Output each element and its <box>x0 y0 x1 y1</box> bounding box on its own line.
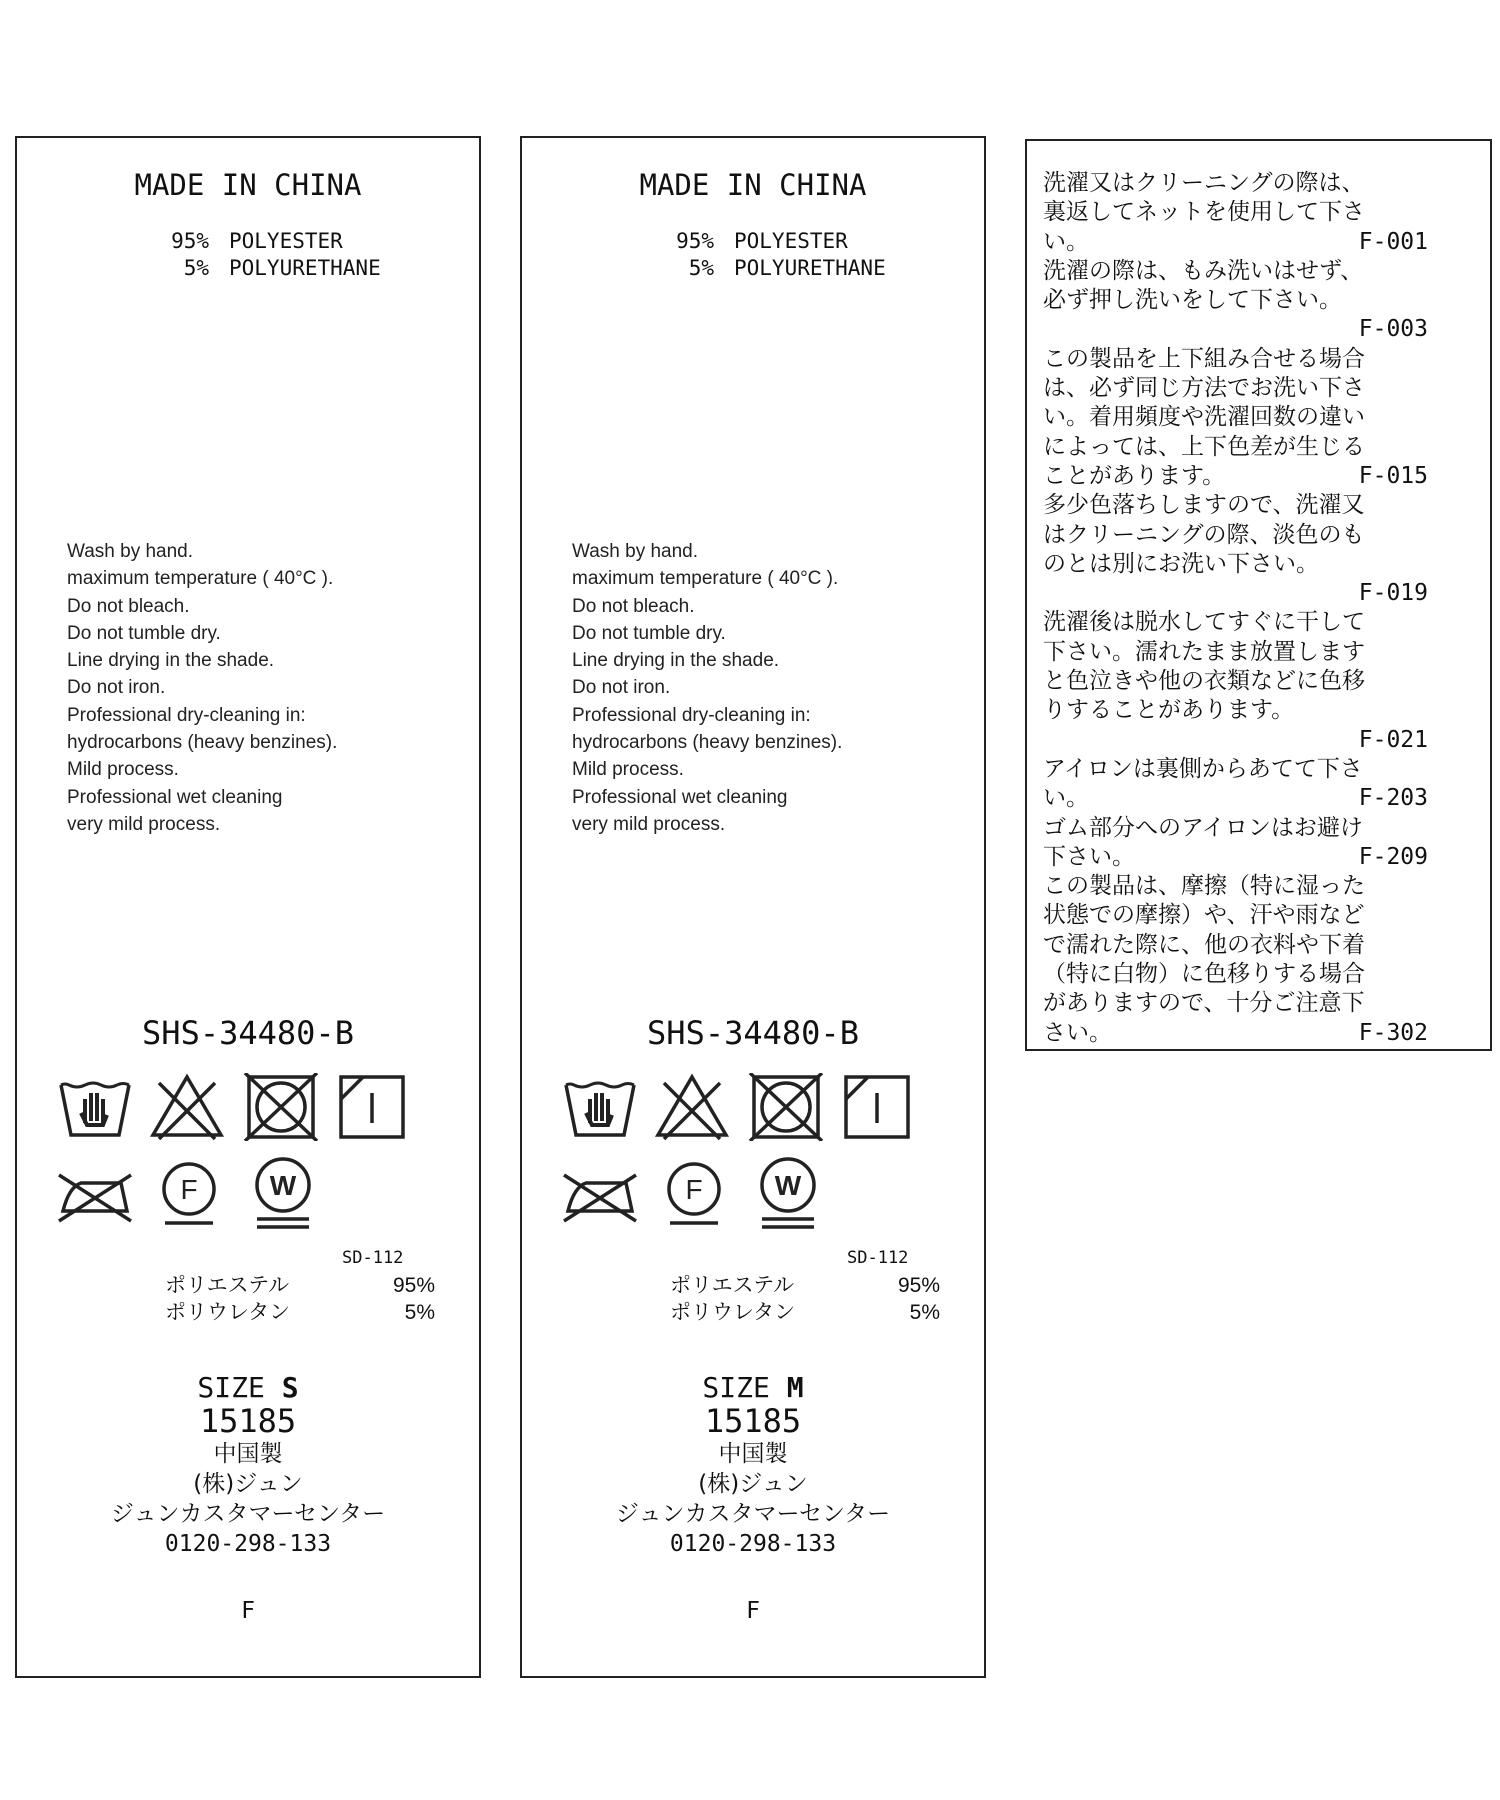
origin-jp: 中国製 <box>718 1441 788 1467</box>
customer-center: ジュンカスタマーセンター <box>110 1501 386 1527</box>
jp-composition <box>670 1272 940 1326</box>
care-line: Mild process. <box>67 759 179 781</box>
care-line: maximum temperature ( 40°C ). <box>572 568 839 590</box>
care-note-code: F-209 <box>1358 843 1428 870</box>
jp-composition-row <box>165 1272 435 1299</box>
no-tumble-dry-icon <box>748 1073 824 1141</box>
care-note <box>1043 257 1428 345</box>
care-note-text: い。 <box>1043 228 1089 255</box>
size-value: M <box>786 1371 804 1404</box>
care-line: Do not iron. <box>572 677 671 699</box>
hand-wash-icon <box>57 1073 133 1141</box>
made-in-text: MADE IN CHINA <box>134 168 362 202</box>
composition-percent: 5% <box>183 256 209 280</box>
care-note <box>1043 755 1428 814</box>
model-code: SHS-34480-B <box>142 1014 354 1052</box>
jp-percent: 5% <box>909 1301 940 1324</box>
care-note-line <box>1043 1019 1428 1048</box>
company-name: (株)ジュン <box>193 1471 303 1497</box>
line-dry-shade-icon <box>337 1073 407 1141</box>
care-note-line <box>1043 608 1428 637</box>
jp-percent: 95% <box>392 1274 435 1297</box>
jp-percent: 5% <box>404 1301 435 1324</box>
care-line: maximum temperature ( 40°C ). <box>67 568 334 590</box>
care-note-code: F-003 <box>1358 316 1428 343</box>
made-in-text: MADE IN CHINA <box>639 168 867 202</box>
size-line <box>17 1371 479 1404</box>
composition-material: POLYURETHANE <box>734 256 886 280</box>
care-note-text: い。着用頻度や洗濯回数の違い <box>1043 404 1365 431</box>
care-line: very mild process. <box>572 813 726 835</box>
f-mark: F <box>241 1598 255 1624</box>
care-line: Professional wet cleaning <box>67 786 283 808</box>
care-line: hydrocarbons (heavy benzines). <box>67 732 338 754</box>
jp-material: ポリウレタン <box>165 1300 291 1324</box>
care-note-text: 必ず押し洗いをして下さい。 <box>1043 287 1342 314</box>
no-bleach-icon <box>149 1073 225 1141</box>
care-note-text: この製品は、摩擦（特に湿った <box>1043 873 1365 900</box>
phone-number: 0120-298-133 <box>164 1531 332 1557</box>
care-note-text: で濡れた際に、他の衣料や下着 <box>1043 931 1365 958</box>
care-note-text: アイロンは裏側からあてて下さ <box>1043 755 1363 782</box>
composition-material: POLYURETHANE <box>229 256 381 280</box>
care-note-line <box>1043 491 1428 520</box>
composition-percent: 95% <box>676 229 714 253</box>
size-prefix: SIZE <box>197 1371 265 1404</box>
care-note-line <box>1043 784 1428 813</box>
care-note-line <box>1043 872 1428 901</box>
care-note-text: 洗濯の際は、もみ洗いはせず、 <box>1043 257 1364 284</box>
no-tumble-dry-icon <box>243 1073 319 1141</box>
care-line: Do not bleach. <box>67 595 190 617</box>
care-note <box>1043 872 1428 1048</box>
care-note-text: がありますので、十分ご注意下 <box>1043 990 1365 1017</box>
care-note-line <box>1043 315 1428 344</box>
jp-composition <box>165 1272 435 1326</box>
care-label-size-s <box>15 136 481 1678</box>
care-note-line <box>1043 550 1428 579</box>
jp-composition-row <box>165 1299 435 1326</box>
care-note-code: F-302 <box>1358 1019 1428 1046</box>
care-note-line <box>1043 198 1428 227</box>
care-note-text: さい。 <box>1043 1019 1112 1046</box>
composition-percent: 95% <box>171 229 209 253</box>
model-code: SHS-34480-B <box>647 1014 859 1052</box>
care-line: Line drying in the shade. <box>67 650 275 672</box>
care-note-line <box>1043 403 1428 432</box>
care-line: very mild process. <box>67 813 221 835</box>
care-note-line <box>1043 960 1428 989</box>
composition-list <box>157 228 381 282</box>
care-note <box>1043 608 1428 754</box>
care-notes-label <box>1025 139 1492 1051</box>
company-name: (株)ジュン <box>698 1471 808 1497</box>
care-line: Professional dry-cleaning in: <box>67 704 306 726</box>
jp-material: ポリエステル <box>165 1273 290 1297</box>
care-note-line <box>1043 374 1428 403</box>
care-line: Do not iron. <box>67 677 166 699</box>
number-code: 15185 <box>704 1402 802 1440</box>
care-note-line <box>1043 257 1428 286</box>
care-line: Professional dry-cleaning in: <box>572 704 811 726</box>
composition-row <box>662 255 886 282</box>
care-note-line <box>1043 843 1428 872</box>
dry-clean-f-icon <box>159 1159 219 1229</box>
care-note-text: 下さい。 <box>1043 843 1135 870</box>
composition-row <box>662 228 886 255</box>
sd-code: SD-112 <box>342 1248 404 1268</box>
care-note-line <box>1043 521 1428 550</box>
size-prefix: SIZE <box>702 1371 770 1404</box>
care-note-code: F-021 <box>1358 726 1428 753</box>
phone-number: 0120-298-133 <box>669 1531 837 1557</box>
care-label-size-m <box>520 136 986 1678</box>
dry-clean-f-icon <box>664 1159 724 1229</box>
care-note-text: 洗濯後は脱水してすぐに干して <box>1043 609 1365 636</box>
wet-clean-w-icon <box>756 1155 820 1231</box>
care-note <box>1043 169 1428 257</box>
no-iron-icon <box>55 1165 135 1225</box>
care-note-line <box>1043 696 1428 725</box>
hand-wash-icon <box>562 1073 638 1141</box>
care-note-text: 裏返してネットを使用して下さ <box>1043 199 1365 226</box>
care-note-code: F-019 <box>1358 580 1428 607</box>
care-note-text: 洗濯又はクリーニングの際は、 <box>1043 170 1365 196</box>
care-line: Wash by hand. <box>572 541 699 562</box>
number-code: 15185 <box>199 1402 297 1440</box>
care-line: Do not tumble dry. <box>572 622 726 644</box>
wet-clean-letter: W <box>774 1170 802 1201</box>
customer-center: ジュンカスタマーセンター <box>615 1501 891 1527</box>
composition-percent: 5% <box>688 256 714 280</box>
care-note-text: い。 <box>1043 785 1089 812</box>
care-note-line <box>1043 638 1428 667</box>
care-line: Wash by hand. <box>67 541 194 562</box>
care-line: Professional wet cleaning <box>572 786 788 808</box>
composition-list <box>662 228 886 282</box>
care-note-line <box>1043 345 1428 374</box>
jp-percent: 95% <box>897 1274 940 1297</box>
care-note-text: のとは別にお洗い下さい。 <box>1043 550 1319 577</box>
care-note-text: と色泣きや他の衣類などに色移 <box>1043 668 1365 695</box>
dry-clean-letter: F <box>685 1174 703 1205</box>
label-footer <box>17 1403 479 1559</box>
care-note-text: によっては、上下色差が生じる <box>1043 433 1365 460</box>
composition-row <box>157 255 381 282</box>
care-note <box>1043 345 1428 491</box>
jp-material: ポリエステル <box>670 1273 795 1297</box>
no-bleach-icon <box>654 1073 730 1141</box>
care-instructions <box>67 538 337 838</box>
sd-code: SD-112 <box>847 1248 909 1268</box>
care-note-line <box>1043 433 1428 462</box>
jp-composition-row <box>670 1299 940 1326</box>
care-note-code: F-203 <box>1358 785 1428 812</box>
care-note-text: （特に白物）に色移りする場合 <box>1043 961 1365 988</box>
care-line: Do not tumble dry. <box>67 622 221 644</box>
size-value: S <box>281 1371 299 1404</box>
care-note-line <box>1043 579 1428 608</box>
care-note-code: F-015 <box>1358 462 1428 489</box>
care-note-line <box>1043 931 1428 960</box>
composition-material: POLYESTER <box>229 229 343 253</box>
dry-clean-letter: F <box>180 1174 198 1205</box>
wet-clean-w-icon <box>251 1155 315 1231</box>
care-line: Line drying in the shade. <box>572 650 780 672</box>
care-note-line <box>1043 989 1428 1018</box>
composition-row <box>157 228 381 255</box>
care-symbols <box>37 1073 417 1253</box>
care-note-line <box>1043 286 1428 315</box>
care-note-text: は、必ず同じ方法でお洗い下さ <box>1043 375 1365 402</box>
care-note-code: F-001 <box>1358 228 1428 255</box>
care-note-line <box>1043 814 1428 843</box>
care-symbols <box>542 1073 922 1253</box>
care-note-line <box>1043 228 1428 257</box>
care-line: Mild process. <box>572 759 684 781</box>
care-note-text: 下さい。濡れたまま放置します <box>1043 638 1365 665</box>
care-note-line <box>1043 462 1428 491</box>
care-note-line <box>1043 755 1428 784</box>
no-iron-icon <box>560 1165 640 1225</box>
care-note-text: はクリーニングの際、淡色のも <box>1043 521 1365 548</box>
composition-material: POLYESTER <box>734 229 848 253</box>
care-note-line <box>1043 667 1428 696</box>
care-note-text: ことがあります。 <box>1043 462 1226 489</box>
label-footer <box>522 1403 984 1559</box>
care-instructions <box>572 538 842 838</box>
care-note-text: 状態での摩擦）や、汗や雨など <box>1043 902 1365 929</box>
care-notes <box>1043 169 1428 1048</box>
origin-jp: 中国製 <box>213 1441 283 1467</box>
line-dry-shade-icon <box>842 1073 912 1141</box>
size-line <box>522 1371 984 1404</box>
jp-material: ポリウレタン <box>670 1300 796 1324</box>
care-line: hydrocarbons (heavy benzines). <box>572 732 843 754</box>
jp-composition-row <box>670 1272 940 1299</box>
care-note <box>1043 814 1428 873</box>
care-note-line <box>1043 169 1428 198</box>
care-note-text: 多少色落ちしますので、洗濯又 <box>1043 492 1365 519</box>
care-note <box>1043 491 1428 608</box>
wet-clean-letter: W <box>269 1170 297 1201</box>
care-line: Do not bleach. <box>572 595 695 617</box>
care-note-line <box>1043 901 1428 930</box>
care-note-line <box>1043 726 1428 755</box>
care-note-text: ゴム部分へのアイロンはお避け <box>1043 814 1363 841</box>
f-mark: F <box>746 1598 760 1624</box>
care-note-text: この製品を上下組み合せる場合 <box>1043 345 1365 372</box>
care-note-text: りすることがあります。 <box>1043 697 1295 724</box>
